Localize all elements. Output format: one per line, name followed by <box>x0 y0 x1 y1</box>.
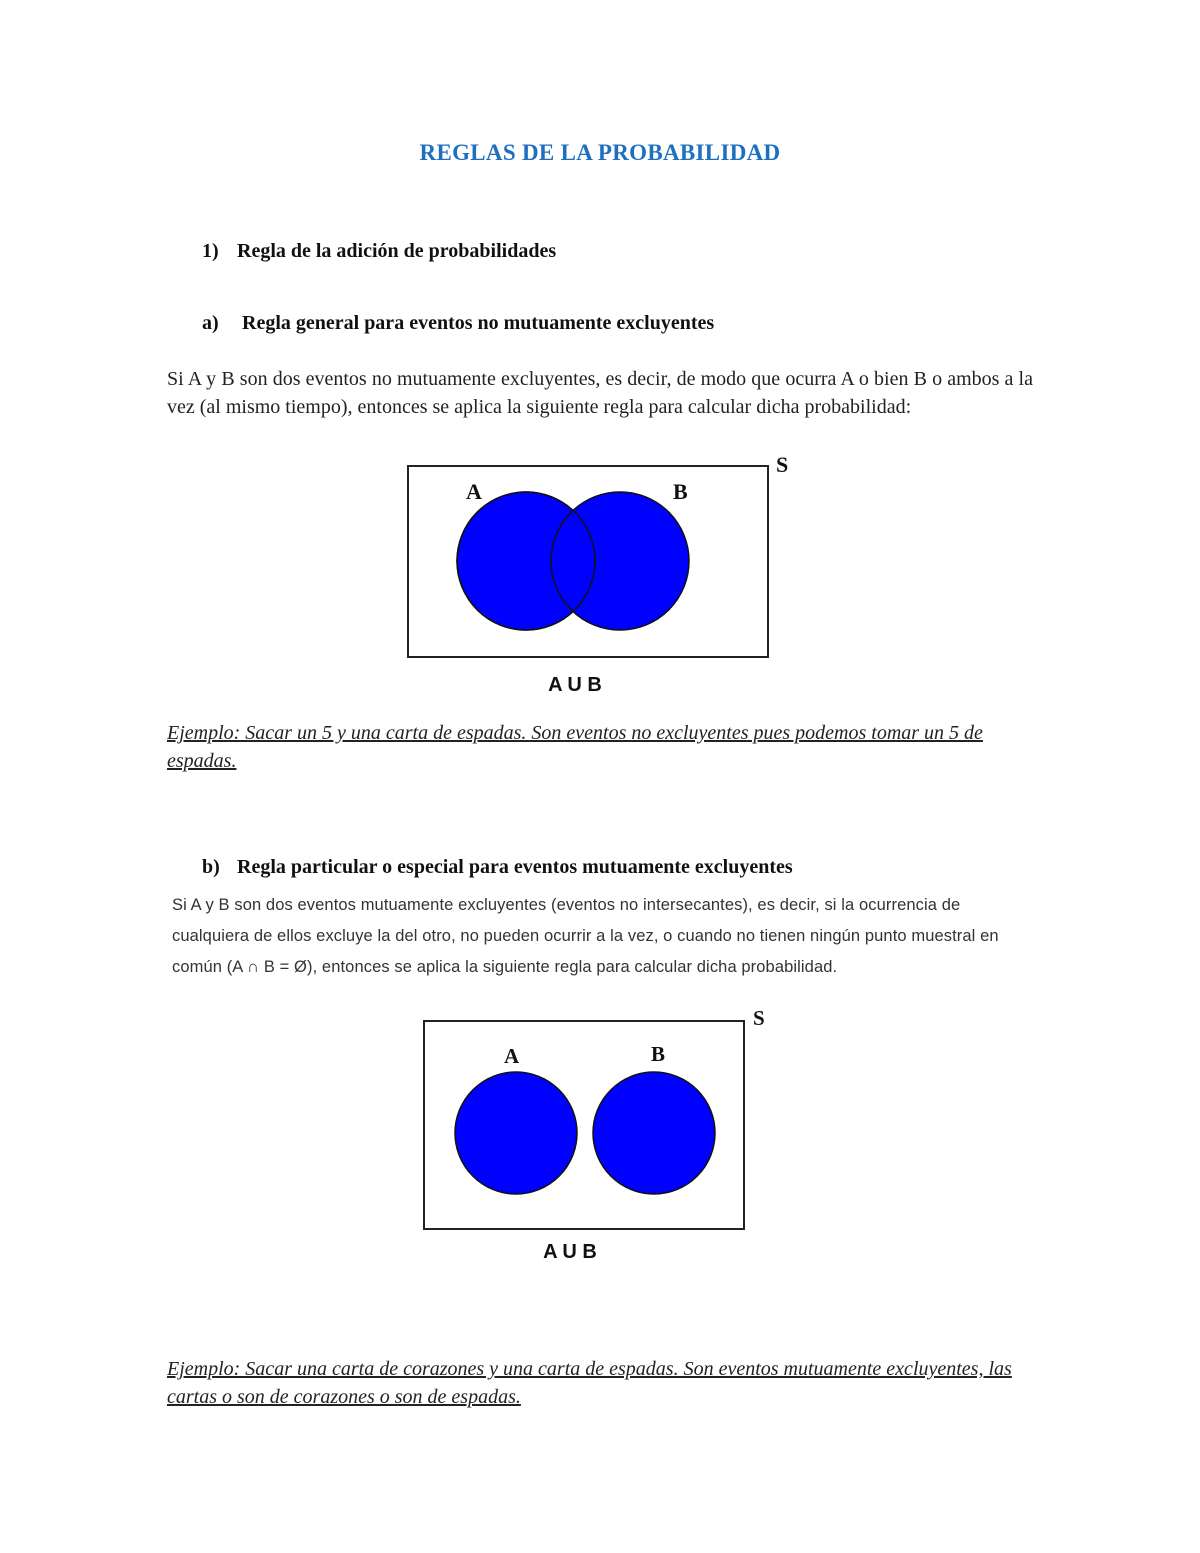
sample-space-label: S <box>776 452 789 477</box>
set-a-circle-2 <box>455 1072 577 1194</box>
set-a-label-2: A <box>504 1044 520 1068</box>
section-b-label: Regla particular o especial para eventos mutuamente excluyentes <box>237 856 793 878</box>
set-b-label: B <box>673 479 688 504</box>
section-a-number: a) <box>202 312 219 334</box>
diagram-2-caption: A U B <box>543 1241 597 1263</box>
venn-diagram-disjoint <box>416 1005 786 1235</box>
set-b-circle <box>551 492 689 630</box>
venn-diagram-overlapping <box>400 450 800 670</box>
sample-space-label-2: S <box>753 1006 765 1030</box>
section-a-paragraph: Si A y B son dos eventos no mutuamente excluyentes, es decir, de modo que ocurra A o bien B o ambos a la vez (al mismo tiempo), entonces se aplica la siguiente regla para calcular dicha probabilidad: <box>167 368 1033 418</box>
section-1-label: Regla de la adición de probabilidades <box>237 240 557 262</box>
example-1: Ejemplo: Sacar un 5 y una carta de espadas. Son eventos no excluyentes pues podemos tomar un 5 de espadas. <box>167 722 983 772</box>
section-a-heading <box>202 312 714 335</box>
diagram-1-caption: A U B <box>548 674 602 696</box>
section-a-label: Regla general para eventos no mutuamente excluyentes <box>242 312 715 334</box>
section-1-heading <box>202 240 556 263</box>
set-b-circle-2 <box>593 1072 715 1194</box>
set-a-label: A <box>466 479 482 504</box>
set-b-label-2: B <box>651 1042 666 1066</box>
section-b-heading <box>202 856 793 879</box>
section-1-number: 1) <box>202 240 219 262</box>
example-2: Ejemplo: Sacar una carta de corazones y una carta de espadas. Son eventos mutuamente excluyentes, las cartas o son de corazones o son de espadas. <box>167 1358 1012 1408</box>
section-b-paragraph: Si A y B son dos eventos mutuamente excluyentes (eventos no intersecantes), es decir, si la ocurrencia de cualquiera de ellos excluye la del otro, no pueden ocurrir a la vez, o cuando no tienen ningún punto muestral en común (A ∩ B = Ø), entonces se aplica la siguiente regla para calcular dicha probabilidad. <box>172 896 999 976</box>
section-b-number: b) <box>202 856 220 878</box>
page-title: REGLAS DE LA PROBABILIDAD <box>419 140 781 165</box>
